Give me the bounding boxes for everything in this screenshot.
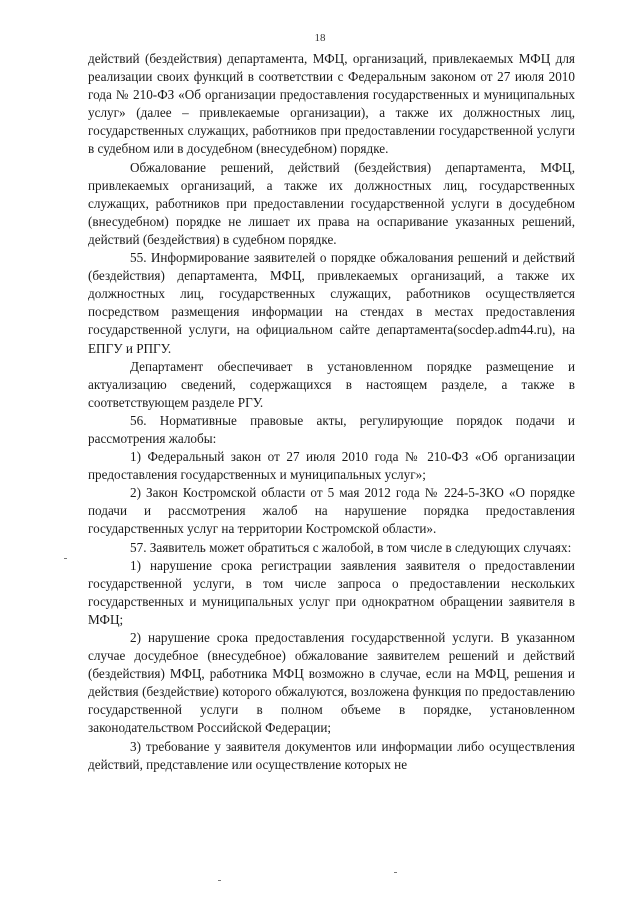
paragraph-appeal: Обжалование решений, действий (бездействия) департамента, МФЦ, привлекаемых организаций, а также их должностных лиц, государственных служащих, работников при предоставлении государственной услуги в досудебном (внесудебном) порядке не лишает их права на оспаривание указанных решений, действий (бездействия) в судебном порядке.	[88, 159, 575, 247]
paragraph-56: 56. Нормативные правовые акты, регулирующие порядок подачи и рассмотрения жалобы:	[88, 412, 575, 446]
paragraph-57-item-1: 1) нарушение срока регистрации заявления заявителя о предоставлении государственной услуги, в том числе запроса о предоставлении нескольких государственных и муниципальных услуг при однократном обращении заявителя в МФЦ;	[88, 557, 575, 627]
scan-artifact-mark	[64, 558, 67, 559]
scan-artifact-mark	[394, 872, 397, 873]
document-body	[88, 50, 575, 774]
paragraph-56-item-1: 1) Федеральный закон от 27 июля 2010 года № 210-ФЗ «Об организации предоставления государственных и муниципальных услуг»;	[88, 449, 575, 483]
paragraph-57-item-3: 3) требование у заявителя документов или информации либо осуществления действий, представление или осуществление которых не	[88, 738, 575, 772]
paragraph-continuation: действий (бездействия) департамента, МФЦ, организаций, привлекаемых МФЦ для реализации своих функций в соответствии с Федеральным законом от 27 июля 2010 года № 210-ФЗ «Об организации предоставления государственных и муниципальных услуг» (далее – привлекаемые организации), а также их должностных лиц, государственных служащих, работников при предоставлении государственной услуги в судебном или в досудебном (внесудебном) порядке.	[88, 51, 575, 157]
paragraph-55: 55. Информирование заявителей о порядке обжалования решений и действий (бездействия) департамента, МФЦ, привлекаемых организаций, а также их должностных лиц, государственных служащих, работников осуществляется посредством размещения информации на стендах в местах предоставления государственной услуги, на официальном сайте департамента(socdep.adm44.ru), на ЕПГУ и РПГУ.	[88, 250, 575, 356]
scan-artifact-mark	[218, 880, 221, 881]
paragraph-57-item-2: 2) нарушение срока предоставления государственной услуги. В указанном случае досудебное (внесудебное) обжалование заявителем решений и действий (бездействия) МФЦ, работника МФЦ возможно в случае, если на МФЦ, решения и действия (бездействие) которого обжалуются, возложена функция по предоставлению государственной услуги в полном объеме в порядке, установленном законодательством Российской Федерации;	[88, 630, 575, 736]
paragraph-56-item-2: 2) Закон Костромской области от 5 мая 2012 года № 224-5-ЗКО «О порядке подачи и рассмотрения жалоб на нарушение порядка предоставления государственных услуг на территории Костромской области».	[88, 485, 575, 537]
paragraph-57: 57. Заявитель может обратиться с жалобой, в том числе в следующих случаях:	[130, 539, 572, 555]
paragraph-55-department: Департамент обеспечивает в установленном порядке размещение и актуализацию сведений, содержащихся в настоящем разделе, а также в соответствующем разделе РГУ.	[88, 358, 575, 410]
page-number: 18	[314, 32, 326, 44]
